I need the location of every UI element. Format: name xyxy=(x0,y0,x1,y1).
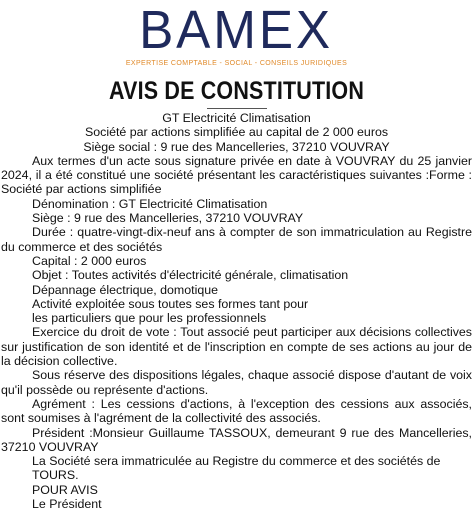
voix-paragraph: Sous réserve des dispositions légales, chaque associé dispose d'autant de voix qu'il possède ou représente d'actions. xyxy=(1,368,472,397)
company-form: Société par actions simplifiée au capital de 2 000 euros xyxy=(84,125,389,140)
immatriculation-line: La Société sera immatriculée au Registre du commerce et des sociétés de TOURS. xyxy=(32,454,441,483)
vote-paragraph: Exercice du droit de vote : Tout associé peut participer aux décisions collectives sur justification de son identité et de l'inscription en compte de ses actions au jour de la décision collective. xyxy=(1,325,472,369)
pour-avis-line: POUR AVIS xyxy=(32,482,98,497)
president-paragraph: Président :Monsieur Guillaume TASSOUX, demeurant 9 rue des Mancelleries, 37210 VOUVRAY xyxy=(1,425,472,454)
company-name: GT Electricité Climatisation xyxy=(162,111,311,125)
logo-tagline: EXPERTISE COMPTABLE - SOCIAL - CONSEILS JURIDIQUES xyxy=(125,60,348,67)
objet-line-2: Dépannage électrique, domotique xyxy=(32,282,218,297)
signature-line: Le Président xyxy=(32,497,102,512)
title-divider xyxy=(207,108,267,109)
capital-line: Capital : 2 000 euros xyxy=(32,253,147,268)
duree-paragraph: Durée : quatre-vingt-dix-neuf ans à compter de son immatriculation au Registre du commerce et des sociétés xyxy=(1,225,472,254)
objet-line-4: les particuliers que pour les professionnels xyxy=(32,311,267,326)
objet-line-3: Activité exploitée sous toutes ses formes tant pour xyxy=(32,296,309,311)
intro-paragraph: Aux termes d'un acte sous signature privée en date à VOUVRAY du 25 janvier 2024, il a été constitué une société présentant les caractéristiques suivantes :Forme : Société par actions simplifiée xyxy=(1,153,472,197)
agrement-paragraph: Agrément : Les cessions d'actions, à l'exception des cessions aux associés, sont soumises à l'agrément de la collectivité des associés. xyxy=(1,396,472,426)
objet-line-1: Objet : Toutes activités d'électricité générale, climatisation xyxy=(32,268,349,283)
siege-line: Siège : 9 rue des Mancelleries, 37210 VOUVRAY xyxy=(32,211,304,226)
company-logo xyxy=(1,0,472,68)
denomination-line: Dénomination : GT Electricité Climatisation xyxy=(32,196,268,211)
notice-title: AVIS DE CONSTITUTION xyxy=(108,77,365,105)
notice-body xyxy=(1,111,472,511)
company-address: Siège social : 9 rue des Mancelleries, 37210 VOUVRAY xyxy=(83,139,390,154)
logo-wordmark: BAMEX xyxy=(139,0,334,60)
